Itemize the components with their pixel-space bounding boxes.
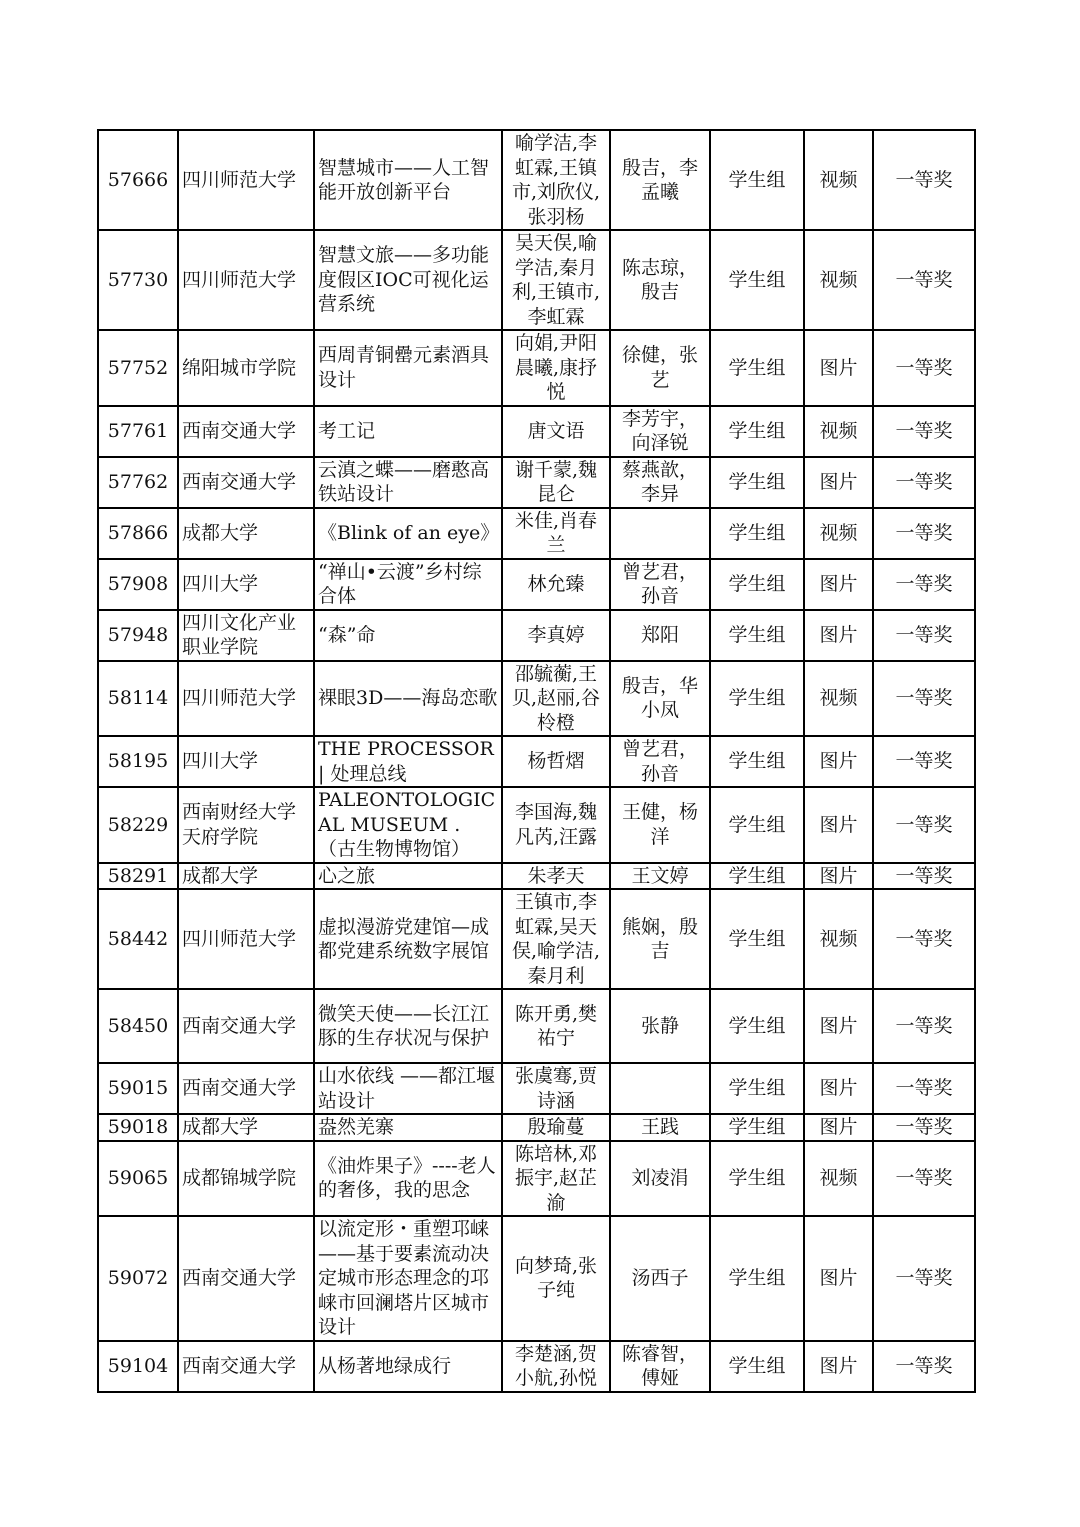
entry-id-cell: 58229 — [98, 787, 178, 863]
school-cell: 绵阳城市学院 — [178, 330, 314, 406]
authors-cell: 王镇市,李虹霖,吴天俣,喻学洁,秦月利 — [502, 889, 610, 989]
advisor-cell: 陈志琼，殷吉 — [610, 230, 710, 330]
work-title-cell: 从杨著地绿成行 — [314, 1341, 502, 1392]
advisor-cell — [610, 508, 710, 559]
school-cell: 西南交通大学 — [178, 1216, 314, 1341]
group-cell: 学生组 — [710, 330, 804, 406]
authors-cell: 张虞骞,贾诗涵 — [502, 1063, 610, 1114]
advisor-cell: 殷吉，华小凤 — [610, 661, 710, 737]
work-title-cell: 以流定形・重塑邛崃——基于要素流动决定城市形态理念的邛崃市回澜塔片区城市设计 — [314, 1216, 502, 1341]
entry-id-cell: 57908 — [98, 559, 178, 610]
group-cell: 学生组 — [710, 457, 804, 508]
type-cell: 图片 — [804, 457, 873, 508]
advisor-cell: 蔡燕歆，李异 — [610, 457, 710, 508]
advisor-cell: 李芳宇，向泽锐 — [610, 406, 710, 457]
school-cell: 四川大学 — [178, 559, 314, 610]
school-cell: 成都大学 — [178, 863, 314, 890]
authors-cell: 吴天俣,喻学洁,秦月利,王镇市,李虹霖 — [502, 230, 610, 330]
table-row — [98, 457, 975, 508]
entry-id-cell: 57761 — [98, 406, 178, 457]
work-title-cell: “禅山•云渡”乡村综合体 — [314, 559, 502, 610]
award-cell: 一等奖 — [873, 1216, 975, 1341]
school-cell: 四川师范大学 — [178, 130, 314, 230]
award-cell: 一等奖 — [873, 1063, 975, 1114]
entry-id-cell: 57866 — [98, 508, 178, 559]
entry-id-cell: 59065 — [98, 1141, 178, 1217]
award-cell: 一等奖 — [873, 1341, 975, 1392]
award-cell: 一等奖 — [873, 457, 975, 508]
table-row — [98, 508, 975, 559]
type-cell: 图片 — [804, 559, 873, 610]
entry-id-cell: 57666 — [98, 130, 178, 230]
table-row — [98, 610, 975, 661]
authors-cell: 向梦琦,张子纯 — [502, 1216, 610, 1341]
work-title-cell: 《油炸果子》----老人的奢侈，我的思念 — [314, 1141, 502, 1217]
work-title-cell: PALEONTOLOGICAL MUSEUM .（古生物博物馆） — [314, 787, 502, 863]
type-cell: 视频 — [804, 661, 873, 737]
table-row — [98, 989, 975, 1063]
authors-cell: 米佳,肖春兰 — [502, 508, 610, 559]
table-row — [98, 736, 975, 787]
advisor-cell: 王文婷 — [610, 863, 710, 890]
type-cell: 视频 — [804, 406, 873, 457]
table-row — [98, 130, 975, 230]
type-cell: 图片 — [804, 330, 873, 406]
type-cell: 图片 — [804, 1114, 873, 1141]
advisor-cell: 汤西子 — [610, 1216, 710, 1341]
authors-cell: 陈培林,邓振宇,赵芷渝 — [502, 1141, 610, 1217]
type-cell: 图片 — [804, 863, 873, 890]
authors-cell: 邵毓蘅,王贝,赵丽,谷柃橙 — [502, 661, 610, 737]
type-cell: 图片 — [804, 1341, 873, 1392]
school-cell: 西南财经大学天府学院 — [178, 787, 314, 863]
advisor-cell: 张静 — [610, 989, 710, 1063]
entry-id-cell: 59018 — [98, 1114, 178, 1141]
award-cell: 一等奖 — [873, 787, 975, 863]
group-cell: 学生组 — [710, 1141, 804, 1217]
award-cell: 一等奖 — [873, 736, 975, 787]
table-row — [98, 787, 975, 863]
work-title-cell: THE PROCESSOR | 处理总线 — [314, 736, 502, 787]
work-title-cell: 裸眼3D——海岛恋歌 — [314, 661, 502, 737]
work-title-cell: “森”命 — [314, 610, 502, 661]
advisor-cell: 陈睿智，傅娅 — [610, 1341, 710, 1392]
school-cell: 四川师范大学 — [178, 230, 314, 330]
entry-id-cell: 58195 — [98, 736, 178, 787]
school-cell: 西南交通大学 — [178, 1341, 314, 1392]
authors-cell: 殷瑜蔓 — [502, 1114, 610, 1141]
group-cell: 学生组 — [710, 610, 804, 661]
authors-cell: 向娟,尹阳晨曦,康抒悦 — [502, 330, 610, 406]
work-title-cell: 山水依线 ——都江堰站设计 — [314, 1063, 502, 1114]
type-cell: 视频 — [804, 130, 873, 230]
group-cell: 学生组 — [710, 130, 804, 230]
table-row — [98, 230, 975, 330]
authors-cell: 朱孝天 — [502, 863, 610, 890]
advisor-cell: 徐健，张艺 — [610, 330, 710, 406]
group-cell: 学生组 — [710, 889, 804, 989]
award-cell: 一等奖 — [873, 610, 975, 661]
type-cell: 图片 — [804, 1063, 873, 1114]
group-cell: 学生组 — [710, 230, 804, 330]
school-cell: 西南交通大学 — [178, 1063, 314, 1114]
award-cell: 一等奖 — [873, 330, 975, 406]
group-cell: 学生组 — [710, 508, 804, 559]
group-cell: 学生组 — [710, 1341, 804, 1392]
award-cell: 一等奖 — [873, 889, 975, 989]
award-cell: 一等奖 — [873, 1114, 975, 1141]
group-cell: 学生组 — [710, 661, 804, 737]
work-title-cell: 盎然羌寨 — [314, 1114, 502, 1141]
award-cell: 一等奖 — [873, 989, 975, 1063]
group-cell: 学生组 — [710, 1114, 804, 1141]
award-cell: 一等奖 — [873, 559, 975, 610]
award-cell: 一等奖 — [873, 230, 975, 330]
award-cell: 一等奖 — [873, 130, 975, 230]
authors-cell: 杨哲熠 — [502, 736, 610, 787]
type-cell: 图片 — [804, 610, 873, 661]
advisor-cell: 王践 — [610, 1114, 710, 1141]
award-cell: 一等奖 — [873, 863, 975, 890]
school-cell: 四川师范大学 — [178, 661, 314, 737]
work-title-cell: 虚拟漫游党建馆—成都党建系统数字展馆 — [314, 889, 502, 989]
work-title-cell: 云滇之蝶——磨憨高铁站设计 — [314, 457, 502, 508]
table-row — [98, 889, 975, 989]
advisor-cell: 曾艺君，孙音 — [610, 736, 710, 787]
table-row — [98, 661, 975, 737]
group-cell: 学生组 — [710, 559, 804, 610]
entry-id-cell: 59072 — [98, 1216, 178, 1341]
award-cell: 一等奖 — [873, 508, 975, 559]
group-cell: 学生组 — [710, 787, 804, 863]
advisor-cell — [610, 1063, 710, 1114]
advisor-cell: 熊娴，殷吉 — [610, 889, 710, 989]
authors-cell: 李楚涵,贺小航,孙悦 — [502, 1341, 610, 1392]
table-row — [98, 1341, 975, 1392]
group-cell: 学生组 — [710, 406, 804, 457]
table-row — [98, 559, 975, 610]
type-cell: 视频 — [804, 889, 873, 989]
award-cell: 一等奖 — [873, 406, 975, 457]
school-cell: 四川师范大学 — [178, 889, 314, 989]
advisor-cell: 刘凌涓 — [610, 1141, 710, 1217]
entry-id-cell: 58114 — [98, 661, 178, 737]
entry-id-cell: 58291 — [98, 863, 178, 890]
entry-id-cell: 57730 — [98, 230, 178, 330]
type-cell: 图片 — [804, 736, 873, 787]
authors-cell: 李国海,魏凡芮,汪露 — [502, 787, 610, 863]
school-cell: 四川大学 — [178, 736, 314, 787]
table-row — [98, 330, 975, 406]
type-cell: 图片 — [804, 787, 873, 863]
award-cell: 一等奖 — [873, 1141, 975, 1217]
group-cell: 学生组 — [710, 863, 804, 890]
authors-cell: 陈开勇,樊祐宁 — [502, 989, 610, 1063]
authors-cell: 李真婷 — [502, 610, 610, 661]
school-cell: 西南交通大学 — [178, 406, 314, 457]
type-cell: 视频 — [804, 508, 873, 559]
school-cell: 西南交通大学 — [178, 989, 314, 1063]
entry-id-cell: 59104 — [98, 1341, 178, 1392]
group-cell: 学生组 — [710, 1063, 804, 1114]
work-title-cell: 考工记 — [314, 406, 502, 457]
table-row — [98, 1216, 975, 1341]
type-cell: 图片 — [804, 1216, 873, 1341]
advisor-cell: 曾艺君，孙音 — [610, 559, 710, 610]
award-cell: 一等奖 — [873, 661, 975, 737]
type-cell: 视频 — [804, 1141, 873, 1217]
group-cell: 学生组 — [710, 1216, 804, 1341]
work-title-cell: 西周青铜罍元素酒具设计 — [314, 330, 502, 406]
school-cell: 西南交通大学 — [178, 457, 314, 508]
award-table — [97, 129, 976, 1393]
table-row — [98, 1063, 975, 1114]
type-cell: 视频 — [804, 230, 873, 330]
table-row — [98, 863, 975, 890]
advisor-cell: 郑阳 — [610, 610, 710, 661]
school-cell: 成都大学 — [178, 1114, 314, 1141]
entry-id-cell: 57948 — [98, 610, 178, 661]
award-table-body — [98, 130, 975, 1392]
advisor-cell: 殷吉，李孟曦 — [610, 130, 710, 230]
school-cell: 成都大学 — [178, 508, 314, 559]
authors-cell: 喻学洁,李虹霖,王镇市,刘欣仪,张羽杨 — [502, 130, 610, 230]
group-cell: 学生组 — [710, 736, 804, 787]
authors-cell: 林允臻 — [502, 559, 610, 610]
group-cell: 学生组 — [710, 989, 804, 1063]
advisor-cell: 王健，杨洋 — [610, 787, 710, 863]
table-row — [98, 1141, 975, 1217]
work-title-cell: 微笑天使——长江江豚的生存状况与保护 — [314, 989, 502, 1063]
work-title-cell: 心之旅 — [314, 863, 502, 890]
school-cell: 成都锦城学院 — [178, 1141, 314, 1217]
work-title-cell: 智慧文旅——多功能度假区IOC可视化运营系统 — [314, 230, 502, 330]
authors-cell: 谢千蒙,魏昆仑 — [502, 457, 610, 508]
entry-id-cell: 57762 — [98, 457, 178, 508]
entry-id-cell: 57752 — [98, 330, 178, 406]
table-row — [98, 406, 975, 457]
entry-id-cell: 59015 — [98, 1063, 178, 1114]
table-row — [98, 1114, 975, 1141]
work-title-cell: 智慧城市——人工智能开放创新平台 — [314, 130, 502, 230]
authors-cell: 唐文语 — [502, 406, 610, 457]
work-title-cell: 《Blink of an eye》 — [314, 508, 502, 559]
entry-id-cell: 58450 — [98, 989, 178, 1063]
type-cell: 图片 — [804, 989, 873, 1063]
school-cell: 四川文化产业职业学院 — [178, 610, 314, 661]
entry-id-cell: 58442 — [98, 889, 178, 989]
